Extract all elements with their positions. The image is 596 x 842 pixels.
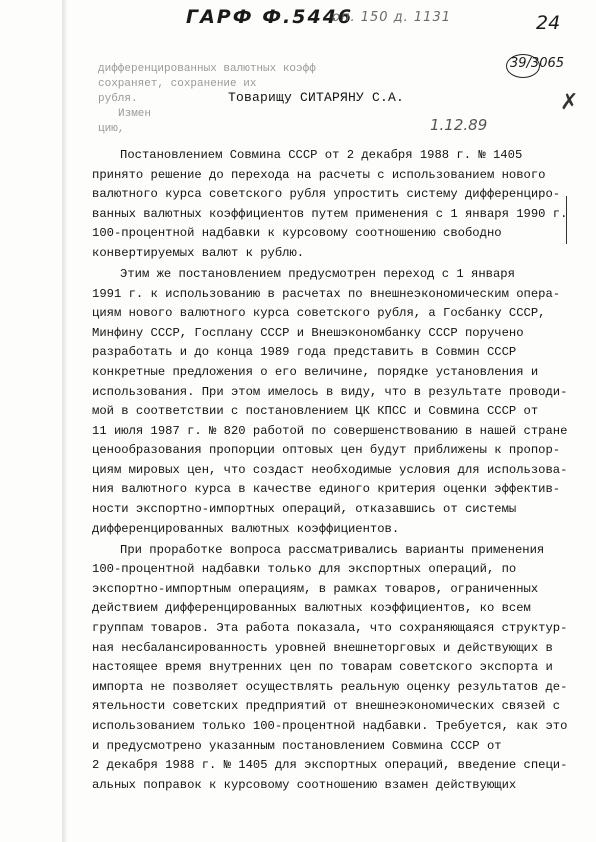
text-line: 1991 г. к использованию в расчетах по внешнеэкономическим опера- bbox=[92, 286, 561, 301]
text-line: При проработке вопроса рассматривались варианты применения bbox=[120, 542, 545, 557]
addressee: Товарищу СИТАРЯНУ С.А. bbox=[228, 90, 405, 105]
text-line: 11 июля 1987 г. № 820 работой по совершенствованию в нашей стране bbox=[92, 423, 568, 438]
text-line: импорта не позволяет осуществлять реальную оценку результатов де- bbox=[92, 679, 568, 694]
text-line: валютного курса советского рубля упростить систему дифференциро- bbox=[92, 187, 561, 202]
text-line: использованием только 100-процентной надбавки. Требуется, как это bbox=[92, 719, 568, 733]
faded-line: сохраняет, сохранение их bbox=[98, 78, 257, 90]
text-line: 2 декабря 1988 г. № 1405 для экспортных операций, введение специ- bbox=[92, 758, 568, 773]
archive-stamp-tail: оп. 150 д. 1131 bbox=[332, 10, 451, 25]
archive-stamp: ГАРФ Ф.5446 bbox=[186, 6, 354, 28]
text-line: 100-процентной надбавки к курсовому соотношению свободно bbox=[92, 226, 502, 241]
cross-mark: ✗ bbox=[560, 90, 579, 115]
page-edge-shadow bbox=[62, 0, 68, 842]
text-line: и предусмотрено указанным постановлением Совмина СССР от bbox=[92, 738, 502, 753]
paragraph-2 bbox=[92, 265, 568, 539]
text-line: принято решение до перехода на расчеты с использованием нового bbox=[92, 167, 546, 182]
text-line: использования. При этом имелось в виду, что в результате проводи- bbox=[92, 384, 568, 399]
text-line: ценообразования пропорции оптовых цен будут приближены к пропор- bbox=[92, 443, 561, 458]
text-line: Этим же постановлением предусмотрен переход с 1 января bbox=[120, 266, 515, 281]
text-line: группам товаров. Эта работа показала, что сохраняющаяся структур- bbox=[92, 621, 568, 636]
faded-line: рубля. bbox=[98, 93, 138, 105]
handwritten-date: 1.12.89 bbox=[430, 116, 488, 134]
faded-line: цию, bbox=[98, 123, 125, 135]
text-line: 100-процентной надбавки только для экспортных операций, по bbox=[92, 562, 517, 577]
text-line: Минфину СССР, Госплану СССР и Внешэкономбанку СССР поручено bbox=[92, 325, 524, 340]
text-line: альных поправок к курсовому соотношению взамен действующих bbox=[92, 777, 517, 792]
text-line: циям мировых цен, что создаст необходимые условия для использова- bbox=[92, 462, 568, 477]
text-line: ятельности советских предприятий от внешнеэкономических связей с bbox=[92, 699, 561, 714]
paragraph-3 bbox=[92, 541, 568, 796]
text-line: конвертируемых валют к рублю. bbox=[92, 245, 305, 260]
faded-line: Измен bbox=[118, 108, 152, 120]
text-line: ности экспортно-импортных операций, отказавшись от системы bbox=[92, 502, 517, 517]
text-line: разработать и до конца 1989 года представить в Совмин СССР bbox=[92, 345, 517, 360]
faded-line: дифференцированных валютных коэфф bbox=[98, 63, 316, 75]
text-line: ния валютного курса в качестве единого критерия оценки эффектив- bbox=[92, 482, 561, 497]
text-line: экспортно-импортным операциям, в рамках товаров, ограниченных bbox=[92, 581, 539, 596]
text-line: Постановлением Совмина СССР от 2 декабря 1988 г. № 1405 bbox=[120, 148, 523, 162]
text-line: мой в соответствии с постановлением ЦК КПСС и Совмина СССР от bbox=[92, 404, 539, 419]
text-line: ванных валютных коэффициентов путем применения с 1 января 1990 г. bbox=[92, 206, 568, 221]
text-line: дифференцированных валютных коэффициентов. bbox=[92, 521, 400, 536]
sheet-number: 24 bbox=[536, 12, 561, 34]
text-line: циям нового валютного курса советского рубля, а Госбанку СССР, bbox=[92, 306, 546, 321]
letter-body bbox=[92, 146, 568, 797]
text-line: действием дифференцированных валютных коэффициентов, ко всем bbox=[92, 601, 531, 616]
text-line: настоящее время внутренних цен по товарам советского экспорта и bbox=[92, 660, 553, 675]
text-line: ная несбалансированность уровней внешнеторговых и действующих в bbox=[92, 640, 553, 655]
reference-number: 39/3065 bbox=[510, 56, 565, 71]
text-line: конкретные предложения о его величине, порядке установления и bbox=[92, 364, 539, 379]
paragraph-1 bbox=[92, 146, 568, 264]
